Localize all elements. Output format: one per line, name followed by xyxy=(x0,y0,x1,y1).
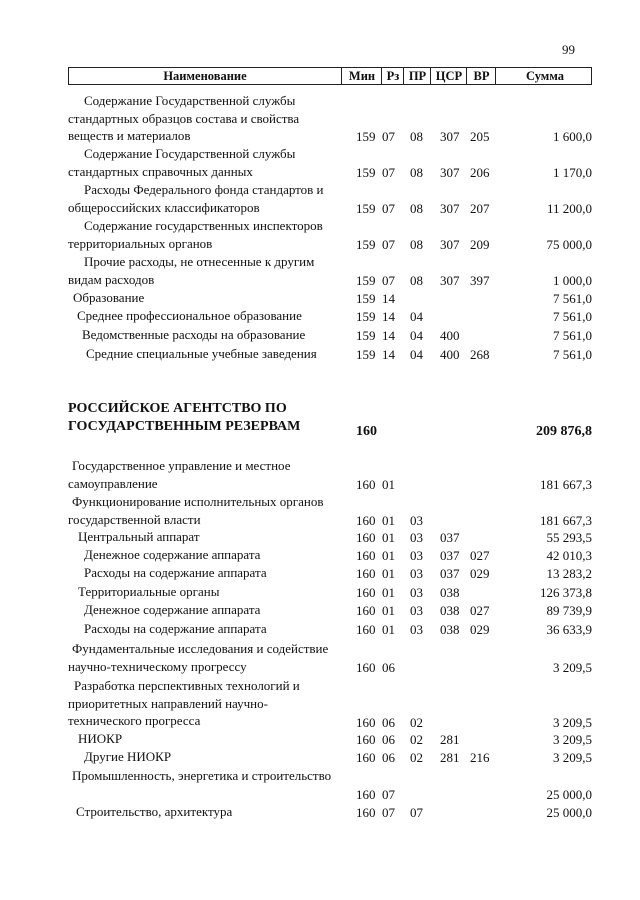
row-csr: 038 xyxy=(440,621,460,637)
header-min: Мин xyxy=(341,68,382,84)
row-min: 160 xyxy=(356,804,376,820)
row-name: Фундаментальные исследования и содействие научно-техническому прогрессу xyxy=(68,641,329,674)
row-name: Денежное содержание аппарата xyxy=(84,547,261,562)
row-pr: 04 xyxy=(410,308,423,324)
row-sum: 7 561,0 xyxy=(553,290,592,306)
row-name: Образование xyxy=(73,290,145,305)
row-csr: 038 xyxy=(440,584,460,600)
row-min: 160 xyxy=(356,602,376,618)
row-sum: 181 667,3 xyxy=(540,512,592,528)
table-row xyxy=(0,289,640,307)
row-csr: 037 xyxy=(440,565,460,581)
row-name: РОССИЙСКОЕ АГЕНТСТВО ПО ГОСУДАРСТВЕННЫМ РЕЗЕРВАМ xyxy=(68,401,301,434)
header-pr: ПР xyxy=(403,68,431,84)
table-row xyxy=(0,217,640,253)
table-row xyxy=(0,640,640,676)
row-csr: 037 xyxy=(440,547,460,563)
row-name: Прочие расходы, не отнесенные к другим видам расходов xyxy=(68,254,315,287)
row-rz: 07 xyxy=(382,804,395,820)
row-pr: 07 xyxy=(410,804,423,820)
row-sum: 7 561,0 xyxy=(553,308,592,324)
row-min: 159 xyxy=(356,272,376,288)
row-sum: 1 000,0 xyxy=(553,272,592,288)
table-row xyxy=(0,748,640,766)
row-pr: 03 xyxy=(410,565,423,581)
row-pr: 03 xyxy=(410,512,423,528)
table-row xyxy=(0,677,640,731)
row-name: Денежное содержание аппарата xyxy=(84,602,261,617)
table-row xyxy=(0,457,640,493)
row-min: 159 xyxy=(356,128,376,144)
row-name: Среднее профессиональное образование xyxy=(77,308,302,323)
row-vr: 206 xyxy=(470,164,490,180)
row-pr: 02 xyxy=(410,731,423,747)
row-vr: 029 xyxy=(470,565,490,581)
row-csr: 281 xyxy=(440,731,460,747)
row-sum: 209 876,8 xyxy=(536,423,592,439)
header-name: Наименование xyxy=(163,69,247,83)
row-sum: 126 373,8 xyxy=(540,584,592,600)
table-row xyxy=(0,564,640,582)
row-sum: 42 010,3 xyxy=(546,547,592,563)
row-pr: 04 xyxy=(410,346,423,362)
row-rz: 07 xyxy=(382,786,395,802)
table-row xyxy=(0,253,640,289)
row-rz: 01 xyxy=(382,584,395,600)
row-min: 160 xyxy=(356,529,376,545)
table-row xyxy=(0,400,640,440)
row-sum: 11 200,0 xyxy=(546,200,592,216)
row-min: 159 xyxy=(356,290,376,306)
row-vr: 209 xyxy=(470,236,490,252)
row-pr: 08 xyxy=(410,200,423,216)
row-min: 160 xyxy=(356,423,377,439)
row-rz: 07 xyxy=(382,200,395,216)
row-rz: 14 xyxy=(382,308,395,324)
row-rz: 07 xyxy=(382,236,395,252)
row-pr: 03 xyxy=(410,602,423,618)
row-pr: 08 xyxy=(410,272,423,288)
table-row xyxy=(0,803,640,821)
row-name: Государственное управление и местное самоуправление xyxy=(68,458,291,491)
row-csr: 307 xyxy=(440,272,460,288)
row-name: Средние специальные учебные заведения xyxy=(86,346,317,361)
row-csr: 307 xyxy=(440,200,460,216)
row-vr: 207 xyxy=(470,200,490,216)
table-row xyxy=(0,583,640,601)
row-name: Центральный аппарат xyxy=(78,529,200,544)
row-min: 159 xyxy=(356,164,376,180)
row-pr: 03 xyxy=(410,584,423,600)
row-sum: 3 209,5 xyxy=(553,659,592,675)
row-vr: 027 xyxy=(470,547,490,563)
row-csr: 307 xyxy=(440,128,460,144)
row-name: НИОКР xyxy=(78,731,123,746)
row-csr: 037 xyxy=(440,529,460,545)
row-pr: 03 xyxy=(410,529,423,545)
table-row xyxy=(0,326,640,344)
row-min: 160 xyxy=(356,621,376,637)
row-sum: 7 561,0 xyxy=(553,327,592,343)
row-vr: 205 xyxy=(470,128,490,144)
row-sum: 7 561,0 xyxy=(553,346,592,362)
row-pr: 08 xyxy=(410,236,423,252)
row-sum: 36 633,9 xyxy=(546,621,592,637)
row-min: 159 xyxy=(356,346,376,362)
row-rz: 07 xyxy=(382,164,395,180)
row-min: 159 xyxy=(356,236,376,252)
table-row xyxy=(0,601,640,619)
row-name: Разработка перспективных технологий и приоритетных направлений научно-технического прогресса xyxy=(68,678,300,728)
row-csr: 307 xyxy=(440,236,460,252)
row-name: Содержание Государственной службы стандартных справочных данных xyxy=(68,146,296,179)
row-min: 160 xyxy=(356,749,376,765)
row-name: Содержание государственных инспекторов территориальных органов xyxy=(68,218,323,251)
table-row xyxy=(0,345,640,363)
row-name: Другие НИОКР xyxy=(84,749,172,764)
table-row xyxy=(0,181,640,217)
row-min: 159 xyxy=(356,200,376,216)
row-rz: 01 xyxy=(382,476,395,492)
row-pr: 03 xyxy=(410,547,423,563)
row-rz: 01 xyxy=(382,565,395,581)
row-min: 160 xyxy=(356,786,376,802)
row-sum: 181 667,3 xyxy=(540,476,592,492)
row-sum: 3 209,5 xyxy=(553,731,592,747)
row-name: Содержание Государственной службы стандартных образцов состава и свойства веществ и материалов xyxy=(68,93,300,143)
row-min: 160 xyxy=(356,476,376,492)
table-row xyxy=(0,92,640,145)
row-sum: 1 600,0 xyxy=(553,128,592,144)
row-vr: 268 xyxy=(470,346,490,362)
table-row xyxy=(0,145,640,181)
row-vr: 216 xyxy=(470,749,490,765)
table-row xyxy=(0,620,640,638)
row-csr: 400 xyxy=(440,327,460,343)
row-name: Промышленность, энергетика и строительство xyxy=(72,768,332,783)
header-rz: Рз xyxy=(381,68,404,84)
row-name: Расходы на содержание аппарата xyxy=(84,565,267,580)
row-min: 160 xyxy=(356,547,376,563)
row-sum: 25 000,0 xyxy=(546,786,592,802)
row-min: 160 xyxy=(356,565,376,581)
row-vr: 029 xyxy=(470,621,490,637)
row-pr: 08 xyxy=(410,164,423,180)
row-vr: 027 xyxy=(470,602,490,618)
row-csr: 400 xyxy=(440,346,460,362)
row-sum: 1 170,0 xyxy=(553,164,592,180)
header-vr: ВР xyxy=(466,68,496,84)
row-min: 159 xyxy=(356,327,376,343)
table-row xyxy=(0,730,640,748)
row-csr: 038 xyxy=(440,602,460,618)
row-rz: 14 xyxy=(382,346,395,362)
row-name: Функционирование исполнительных органов государственной власти xyxy=(68,494,324,527)
row-pr: 02 xyxy=(410,714,423,730)
row-name: Ведомственные расходы на образование xyxy=(82,327,306,342)
row-name: Строительство, архитектура xyxy=(76,804,233,819)
row-sum: 55 293,5 xyxy=(546,529,592,545)
row-rz: 14 xyxy=(382,327,395,343)
row-pr: 04 xyxy=(410,327,423,343)
row-rz: 01 xyxy=(382,547,395,563)
row-csr: 307 xyxy=(440,164,460,180)
table-row xyxy=(0,307,640,325)
row-rz: 07 xyxy=(382,272,395,288)
row-min: 160 xyxy=(356,659,376,675)
row-rz: 06 xyxy=(382,659,395,675)
row-sum: 75 000,0 xyxy=(546,236,592,252)
row-sum: 89 739,9 xyxy=(546,602,592,618)
row-csr: 281 xyxy=(440,749,460,765)
row-rz: 01 xyxy=(382,621,395,637)
row-rz: 14 xyxy=(382,290,395,306)
row-vr: 397 xyxy=(470,272,490,288)
table-row xyxy=(0,493,640,529)
row-min: 159 xyxy=(356,308,376,324)
table-row xyxy=(0,546,640,564)
row-rz: 07 xyxy=(382,128,395,144)
row-name: Расходы на содержание аппарата xyxy=(84,621,267,636)
row-pr: 02 xyxy=(410,749,423,765)
row-rz: 01 xyxy=(382,602,395,618)
row-min: 160 xyxy=(356,584,376,600)
header-csr: ЦСР xyxy=(430,68,467,84)
row-sum: 25 000,0 xyxy=(546,804,592,820)
row-rz: 06 xyxy=(382,714,395,730)
row-sum: 3 209,5 xyxy=(553,714,592,730)
table-header xyxy=(68,67,592,85)
row-name: Территориальные органы xyxy=(78,584,220,599)
row-min: 160 xyxy=(356,731,376,747)
page-number: 99 xyxy=(562,42,575,57)
row-pr: 03 xyxy=(410,621,423,637)
row-pr: 08 xyxy=(410,128,423,144)
row-sum: 13 283,2 xyxy=(546,565,592,581)
row-rz: 06 xyxy=(382,749,395,765)
header-sum: Сумма xyxy=(495,68,594,84)
row-name: Расходы Федерального фонда стандартов и общероссийских классификаторов xyxy=(68,182,324,215)
row-rz: 06 xyxy=(382,731,395,747)
table-row xyxy=(0,767,640,803)
table-row xyxy=(0,528,640,546)
row-rz: 01 xyxy=(382,512,395,528)
row-rz: 01 xyxy=(382,529,395,545)
row-sum: 3 209,5 xyxy=(553,749,592,765)
row-min: 160 xyxy=(356,512,376,528)
row-min: 160 xyxy=(356,714,376,730)
